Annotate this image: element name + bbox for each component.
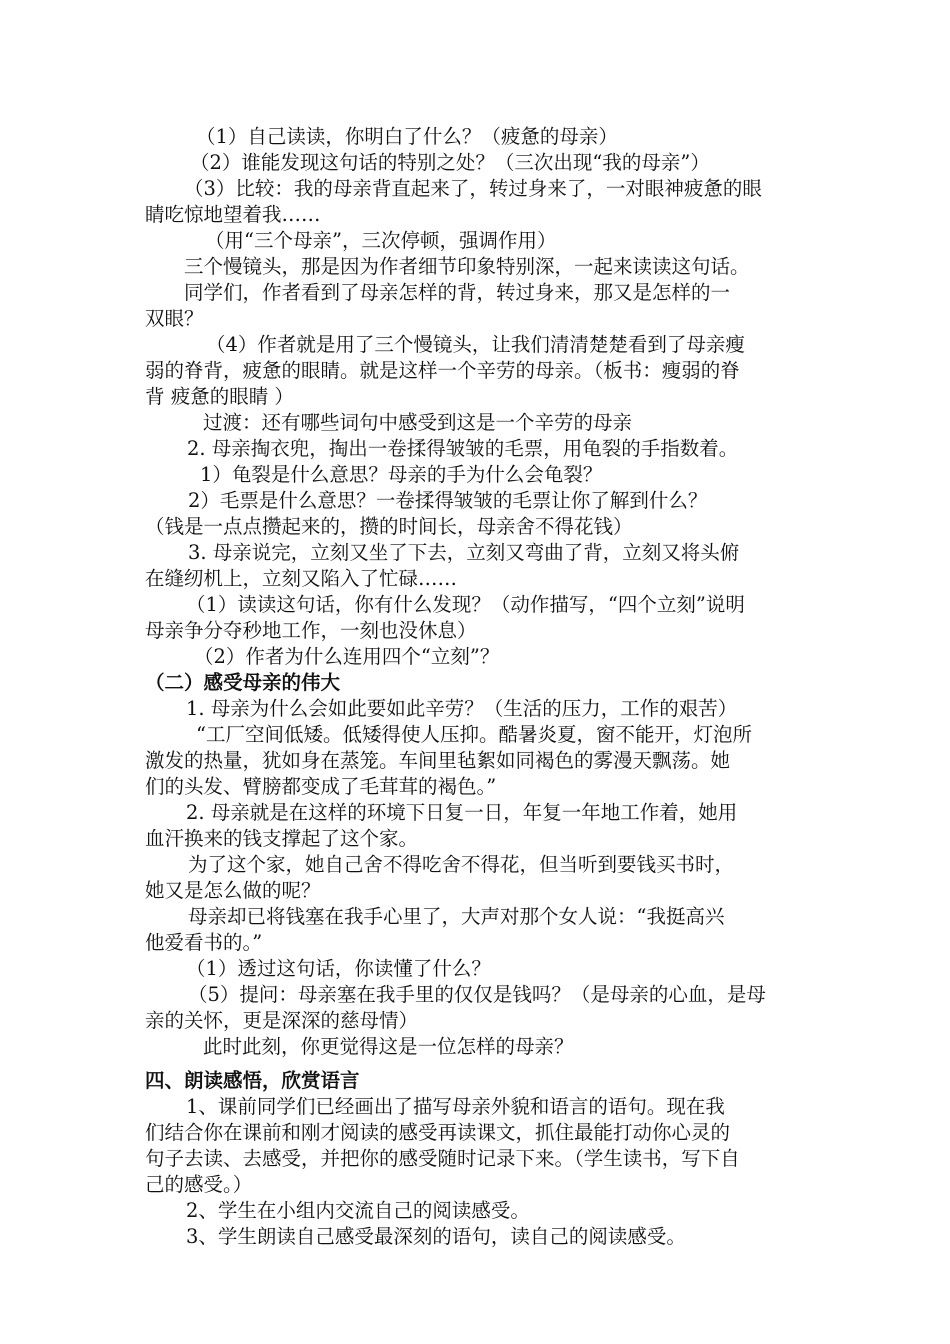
text-line: 3. 母亲说完，立刻又坐了下去，立刻又弯曲了背，立刻又将头俯 — [188, 541, 740, 564]
text-line: 己的感受。） — [145, 1173, 253, 1196]
text-line: 弱的脊背，疲惫的眼睛。就是这样一个辛劳的母亲。（板书：瘦弱的脊 — [145, 359, 740, 382]
text-line: 们结合你在课前和刚才阅读的感受再读课文，抓住最能打动你心灵的 — [145, 1121, 731, 1144]
text-line: 她又是怎么做的呢？ — [145, 879, 321, 902]
text-line: （3）比较：我的母亲背直起来了，转过身来了，一对眼神疲惫的眼 — [184, 177, 762, 200]
text-line: 为了这个家，她自己舍不得吃舍不得花，但当听到要钱买书时， — [188, 853, 735, 876]
text-line: 母亲争分夺秒地工作，一刻也没休息） — [145, 619, 477, 642]
text-line: 母亲却已将钱塞在我手心里了，大声对那个女人说：“我挺高兴 — [188, 905, 725, 928]
text-line: 1）龟裂是什么意思？母亲的手为什么会龟裂？ — [200, 463, 603, 486]
text-line: （用“三个母亲”，三次停顿，强调作用） — [205, 229, 557, 252]
text-line: 1. 母亲为什么会如此要如此辛劳？（生活的压力，工作的艰苦） — [186, 697, 738, 720]
text-line: 过渡：还有哪些词句中感受到这是一个辛劳的母亲 — [203, 411, 633, 434]
text-line: 激发的热量，犹如身在蒸笼。车间里毡絮如同褐色的雾漫天飘荡。她 — [145, 749, 731, 772]
text-line: （1）透过这句话，你读懂了什么？ — [186, 957, 491, 980]
text-line: 此时此刻，你更觉得这是一位怎样的母亲？ — [203, 1035, 574, 1058]
section-heading: 四、朗读感悟，欣赏语言 — [145, 1069, 360, 1092]
text-line: （2）谁能发现这句话的特别之处？（三次出现“我的母亲”） — [190, 151, 710, 174]
text-line: 在缝纫机上，立刻又陷入了忙碌…… — [145, 567, 458, 590]
text-line: （1）读读这句话，你有什么发现？（动作描写，“四个立刻”说明 — [186, 593, 745, 616]
text-line: 2. 母亲掏衣兜，掏出一卷揉得皱皱的毛票，用龟裂的手指数着。 — [187, 437, 739, 460]
text-line: 2）毛票是什么意思？一卷揉得皱皱的毛票让你了解到什么？ — [188, 489, 708, 512]
text-line: 们的头发、臂膀都变成了毛茸茸的褐色。” — [145, 775, 497, 798]
text-line: 双眼？ — [145, 307, 204, 330]
text-line: （2）作者为什么连用四个“立刻”？ — [194, 645, 500, 668]
text-line: 背 疲惫的眼睛 ） — [145, 385, 294, 408]
section-heading: （二）感受母亲的伟大 — [145, 671, 341, 694]
text-line: 亲的关怀，更是深深的慈母情） — [145, 1009, 419, 1032]
text-line: 2、学生在小组内交流自己的阅读感受。 — [186, 1199, 530, 1222]
text-line: “工厂空间低矮。低矮得使人压抑。酷暑炎夏，窗不能开，灯泡所 — [196, 723, 752, 746]
text-line: （钱是一点点攒起来的，攒的时间长，母亲舍不得花钱） — [145, 515, 633, 538]
text-line: 他爱看书的。” — [145, 931, 263, 954]
text-line: 三个慢镜头，那是因为作者细节印象特别深，一起来读读这句话。 — [184, 255, 750, 278]
text-line: 同学们，作者看到了母亲怎样的背，转过身来，那又是怎样的一 — [184, 281, 731, 304]
text-line: 句子去读、去感受，并把你的感受随时记录下来。（学生读书，写下自 — [145, 1147, 740, 1170]
text-line: （1）自己读读，你明白了什么？（疲惫的母亲） — [196, 125, 618, 148]
text-line: （4）作者就是用了三个慢镜头，让我们清清楚楚看到了母亲瘦 — [206, 333, 745, 356]
text-line: 睛吃惊地望着我…… — [145, 203, 321, 226]
text-line: （5）提问：母亲塞在我手里的仅仅是钱吗？（是母亲的心血，是母 — [188, 983, 766, 1006]
text-line: 1、课前同学们已经画出了描写母亲外貌和语言的语句。现在我 — [186, 1095, 725, 1118]
text-line: 2. 母亲就是在这样的环境下日复一日，年复一年地工作着，她用 — [186, 801, 738, 824]
text-line: 血汗换来的钱支撑起了这个家。 — [145, 827, 419, 850]
text-line: 3、学生朗读自己感受最深刻的语句，读自己的阅读感受。 — [186, 1225, 686, 1248]
